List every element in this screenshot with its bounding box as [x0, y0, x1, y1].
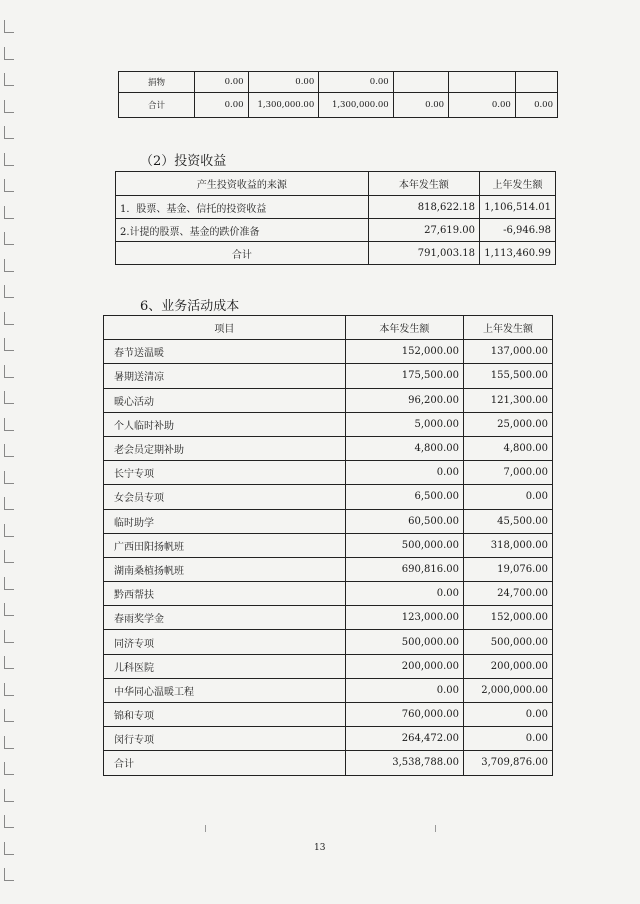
table-row: [104, 751, 553, 775]
table-cell: 96,200.00: [345, 388, 463, 412]
binder-mark: [4, 259, 14, 272]
business-cost-rows: [104, 340, 553, 775]
table-row: [104, 727, 553, 751]
business-cost-heading: 6、业务活动成本: [140, 299, 240, 314]
column-header: 本年发生额: [368, 172, 479, 196]
table-row: [104, 436, 553, 460]
row-label: 儿科医院: [104, 654, 346, 678]
row-label: 1．股票、基金、信托的投资收益: [116, 196, 369, 219]
scan-mark: [435, 825, 436, 832]
donation-table: [118, 71, 558, 118]
table-cell: 45,500.00: [464, 509, 553, 533]
table-row: [104, 678, 553, 702]
table-row: [104, 388, 553, 412]
table-cell: 200,000.00: [464, 654, 553, 678]
table-cell: 1,300,000.00: [248, 93, 319, 118]
table-row: [104, 582, 553, 606]
row-label: 合计: [104, 751, 346, 775]
row-label: 锦和专项: [104, 703, 346, 727]
column-header: 上年发生额: [479, 172, 555, 196]
binder-mark: [4, 418, 14, 431]
binder-mark: [4, 736, 14, 749]
binder-mark: [4, 815, 14, 828]
table-row: [119, 72, 558, 93]
table-cell: 500,000.00: [345, 533, 463, 557]
table-cell: 0.00: [319, 72, 393, 93]
row-label: 个人临时补助: [104, 412, 346, 436]
binder-mark: [4, 153, 14, 166]
table-row: [116, 219, 556, 242]
row-label: 湖南桑植扬帆班: [104, 557, 346, 581]
binder-mark: [4, 868, 14, 881]
table-cell: 123,000.00: [345, 606, 463, 630]
binder-mark: [4, 20, 14, 33]
binder-marks: [4, 20, 18, 890]
table-cell: 0.00: [464, 703, 553, 727]
table-cell: 318,000.00: [464, 533, 553, 557]
table-row: [104, 557, 553, 581]
table-cell: 0.00: [195, 72, 248, 93]
row-label: 合计: [116, 242, 369, 265]
table-cell: 152,000.00: [464, 606, 553, 630]
column-header: 本年发生额: [345, 316, 463, 340]
binder-mark: [4, 338, 14, 351]
table-cell: 137,000.00: [464, 340, 553, 364]
table-row: [104, 630, 553, 654]
table-cell: 0.00: [248, 72, 319, 93]
binder-mark: [4, 391, 14, 404]
binder-mark: [4, 550, 14, 563]
row-label: 同济专项: [104, 630, 346, 654]
table-cell: 791,003.18: [368, 242, 479, 265]
table-cell: 0.00: [449, 93, 516, 118]
table-row: [104, 364, 553, 388]
investment-heading: （2）投资收益: [140, 154, 227, 169]
table-cell: 4,800.00: [464, 436, 553, 460]
table-row: [104, 485, 553, 509]
binder-mark: [4, 630, 14, 643]
table-cell: 0.00: [345, 461, 463, 485]
binder-mark: [4, 126, 14, 139]
table-row: [104, 533, 553, 557]
table-cell: 3,538,788.00: [345, 751, 463, 775]
table-cell: 27,619.00: [368, 219, 479, 242]
table-row: [104, 412, 553, 436]
row-label: 2.计提的股票、基金的跌价准备: [116, 219, 369, 242]
table-cell: 1,113,460.99: [479, 242, 555, 265]
row-label: 合计: [119, 93, 195, 118]
table-cell: [393, 72, 448, 93]
binder-mark: [4, 312, 14, 325]
scan-mark: [205, 825, 206, 832]
table-cell: 690,816.00: [345, 557, 463, 581]
table-cell: 0.00: [345, 678, 463, 702]
table-header-row: [104, 316, 553, 340]
table-cell: 1,106,514.01: [479, 196, 555, 219]
table-row: [119, 93, 558, 118]
row-label: 长宁专项: [104, 461, 346, 485]
table-cell: 0.00: [393, 93, 448, 118]
table-cell: 0.00: [515, 93, 557, 118]
table-cell: 2,000,000.00: [464, 678, 553, 702]
binder-mark: [4, 471, 14, 484]
table-cell: 7,000.00: [464, 461, 553, 485]
row-label: 春雨奖学金: [104, 606, 346, 630]
table-cell: 4,800.00: [345, 436, 463, 460]
binder-mark: [4, 206, 14, 219]
table-row: [104, 340, 553, 364]
binder-mark: [4, 444, 14, 457]
table-cell: 155,500.00: [464, 364, 553, 388]
binder-mark: [4, 365, 14, 378]
row-label: 闵行专项: [104, 727, 346, 751]
binder-mark: [4, 656, 14, 669]
binder-mark: [4, 47, 14, 60]
row-label: 老会员定期补助: [104, 436, 346, 460]
binder-mark: [4, 789, 14, 802]
table-row: [104, 461, 553, 485]
table-cell: 60,500.00: [345, 509, 463, 533]
table-cell: 818,622.18: [368, 196, 479, 219]
binder-mark: [4, 762, 14, 775]
table-row: [116, 242, 556, 265]
table-row: [104, 509, 553, 533]
table-cell: 19,076.00: [464, 557, 553, 581]
binder-mark: [4, 285, 14, 298]
column-header: 项目: [104, 316, 346, 340]
row-label: 女会员专项: [104, 485, 346, 509]
binder-mark: [4, 179, 14, 192]
table-cell: [449, 72, 516, 93]
table-cell: 1,300,000.00: [319, 93, 393, 118]
binder-mark: [4, 683, 14, 696]
table-cell: 760,000.00: [345, 703, 463, 727]
table-cell: 6,500.00: [345, 485, 463, 509]
table-cell: -6,946.98: [479, 219, 555, 242]
row-label: 中华同心温暖工程: [104, 678, 346, 702]
table-row: [116, 196, 556, 219]
row-label: 暖心活动: [104, 388, 346, 412]
table-cell: 0.00: [464, 727, 553, 751]
row-label: 捐物: [119, 72, 195, 93]
table-header-row: [116, 172, 556, 196]
table-row: [104, 703, 553, 727]
table-cell: 0.00: [195, 93, 248, 118]
binder-mark: [4, 577, 14, 590]
binder-mark: [4, 603, 14, 616]
binder-mark: [4, 100, 14, 113]
table-cell: 25,000.00: [464, 412, 553, 436]
binder-mark: [4, 73, 14, 86]
table-cell: 3,709,876.00: [464, 751, 553, 775]
table-cell: 121,300.00: [464, 388, 553, 412]
column-header: 上年发生额: [464, 316, 553, 340]
table-cell: [515, 72, 557, 93]
column-header: 产生投资收益的来源: [116, 172, 369, 196]
row-label: 暑期送清凉: [104, 364, 346, 388]
table-row: [104, 654, 553, 678]
table-cell: 500,000.00: [464, 630, 553, 654]
table-cell: 5,000.00: [345, 412, 463, 436]
binder-mark: [4, 232, 14, 245]
binder-mark: [4, 524, 14, 537]
business-cost-table: [103, 315, 553, 776]
table-cell: 152,000.00: [345, 340, 463, 364]
investment-table: [115, 171, 556, 265]
page-number: 13: [314, 843, 326, 853]
table-cell: 200,000.00: [345, 654, 463, 678]
row-label: 广西田阳扬帆班: [104, 533, 346, 557]
row-label: 黔西帮扶: [104, 582, 346, 606]
table-cell: 0.00: [464, 485, 553, 509]
row-label: 临时助学: [104, 509, 346, 533]
table-cell: 500,000.00: [345, 630, 463, 654]
binder-mark: [4, 497, 14, 510]
table-cell: 0.00: [345, 582, 463, 606]
binder-mark: [4, 842, 14, 855]
table-cell: 24,700.00: [464, 582, 553, 606]
table-cell: 175,500.00: [345, 364, 463, 388]
table-cell: 264,472.00: [345, 727, 463, 751]
binder-mark: [4, 709, 14, 722]
row-label: 春节送温暖: [104, 340, 346, 364]
table-row: [104, 606, 553, 630]
